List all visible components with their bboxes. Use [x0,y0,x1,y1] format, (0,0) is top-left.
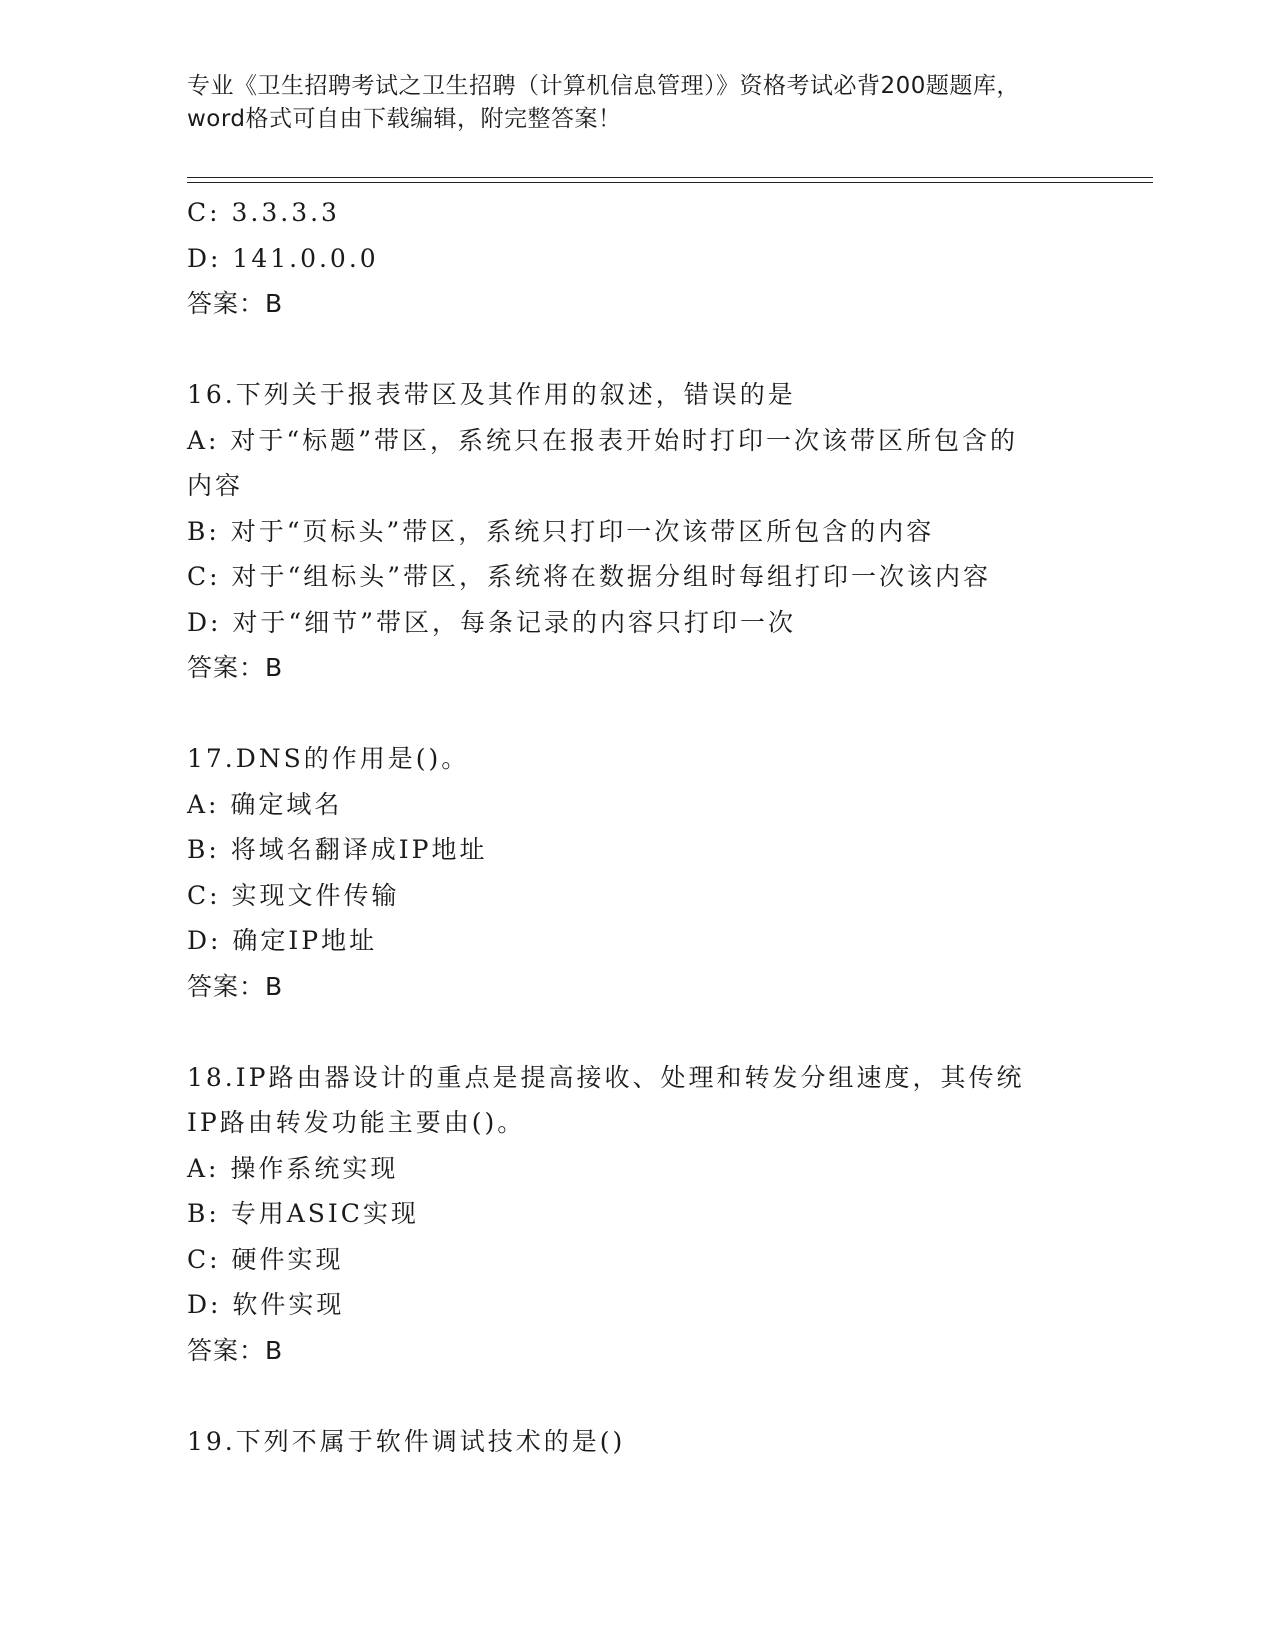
option-b: B: 将域名翻译成IP地址 [187,835,488,864]
header-divider-top [187,177,1153,178]
option-c: C: 实现文件传输 [187,880,400,910]
question-stem: 19.下列不属于软件调试技术的是() [187,1426,626,1456]
answer-label: 答案：B [187,289,284,318]
header-line-2: word格式可自由下载编辑，附完整答案！ [187,106,622,132]
spacer [187,327,1087,373]
question-19 [187,1419,1087,1465]
answer-label: 答案：B [187,1335,284,1365]
answer-label: 答案：B [187,971,284,1001]
option-c: C: 3.3.3.3 [187,198,340,227]
answer-label: 答案：B [187,653,284,682]
question-stem: 18.IP路由器设计的重点是提高接收、处理和转发分组速度，其传统 [187,1062,1025,1092]
option-a: A: 确定域名 [187,789,343,819]
option-b: B: 对于“页标头”带区，系统只打印一次该带区所包含的内容 [187,516,935,546]
question-18 [187,1055,1087,1374]
spacer [187,1373,1087,1419]
option-a: A: 对于“标题”带区，系统只在报表开始时打印一次该带区所包含的 [187,425,1018,455]
option-a: A: 操作系统实现 [187,1153,399,1183]
option-d: D: 确定IP地址 [187,926,378,955]
question-list [187,190,1087,1464]
question-stem-continued: IP路由转发功能主要由()。 [187,1108,526,1137]
previous-question-tail [187,190,1087,327]
question-17 [187,736,1087,1009]
option-d: D: 软件实现 [187,1290,345,1319]
spacer [187,691,1087,737]
spacer [187,1009,1087,1055]
option-d: D: 141.0.0.0 [187,243,379,273]
document-header [187,70,1087,136]
option-d: D: 对于“细节”带区，每条记录的内容只打印一次 [187,607,796,637]
option-c: C: 硬件实现 [187,1244,344,1274]
question-stem: 17.DNS的作用是()。 [187,744,470,773]
question-16 [187,372,1087,691]
header-line-1: 专业《卫生招聘考试之卫生招聘（计算机信息管理）》资格考试必背200题题库， [187,73,1020,99]
header-divider-bottom [187,182,1153,183]
option-a-continued: 内容 [187,471,244,500]
option-c: C: 对于“组标头”带区，系统将在数据分组时每组打印一次该内容 [187,562,992,591]
question-stem: 16.下列关于报表带区及其作用的叙述，错误的是 [187,380,796,409]
option-b: B: 专用ASIC实现 [187,1199,419,1228]
